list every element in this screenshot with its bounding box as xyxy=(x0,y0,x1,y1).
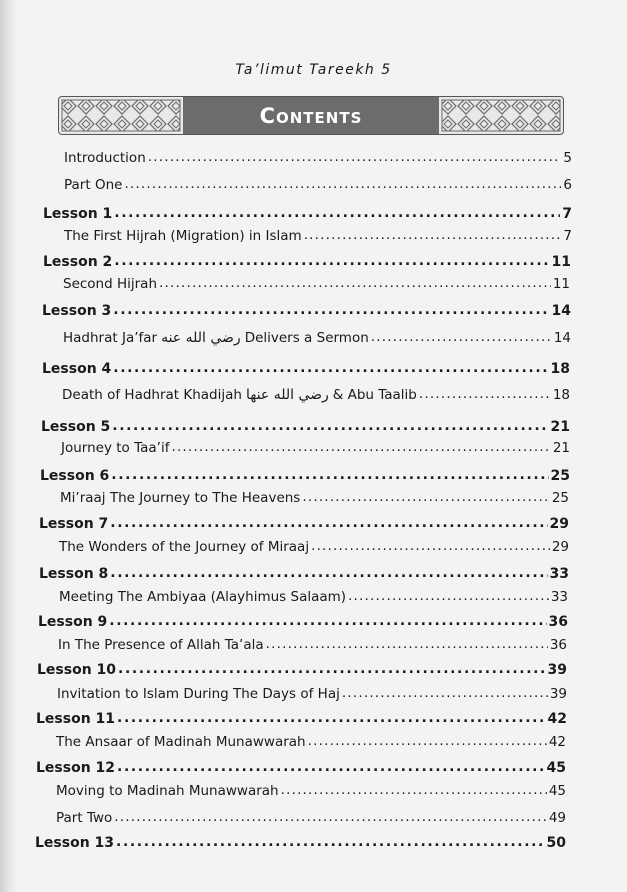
toc-page-number: 7 xyxy=(563,228,572,244)
toc-lesson-row xyxy=(38,614,568,630)
toc-page-number: 18 xyxy=(552,387,570,403)
toc-label: The First Hijrah (Migration) in Islam xyxy=(64,228,302,244)
toc-page-number: 21 xyxy=(550,419,570,435)
toc-label: Journey to Taa’if xyxy=(61,440,170,456)
dot-leader xyxy=(113,360,548,376)
toc-page-number: 11 xyxy=(552,276,570,292)
toc-page-number: 49 xyxy=(548,810,566,826)
toc-page-number: 6 xyxy=(563,177,572,193)
toc-label: The Ansaar of Madinah Munawwarah xyxy=(56,734,306,750)
toc-page-number: 42 xyxy=(548,734,566,750)
toc-entry-row xyxy=(64,228,572,244)
toc-lesson-row xyxy=(39,566,569,582)
toc-label: Lesson 10 xyxy=(37,662,117,678)
toc-label: Hadhrat Ja’far xyxy=(63,330,158,346)
toc-page-number: 39 xyxy=(547,662,567,678)
toc-entry-row xyxy=(61,440,570,456)
dot-leader xyxy=(114,205,560,221)
toc-label: Meeting The Ambiyaa (Alayhimus Salaam) xyxy=(59,589,347,605)
dot-leader xyxy=(124,176,561,192)
dot-leader xyxy=(308,733,547,749)
dot-leader xyxy=(281,782,547,798)
dot-leader xyxy=(159,275,551,291)
toc-label: Invitation to Islam During The Days of Haj xyxy=(57,686,340,702)
toc-page-number: 18 xyxy=(550,361,570,377)
toc-page-number: 14 xyxy=(553,330,571,346)
running-head: Ta’limut Tareekh 5 xyxy=(235,62,392,78)
left-ornament-pattern xyxy=(59,97,183,134)
dot-leader xyxy=(111,467,548,483)
toc-entry-row xyxy=(56,783,566,799)
toc-label-continued: Delivers a Sermon xyxy=(244,330,369,346)
toc-entry-row xyxy=(59,589,568,605)
toc-page-number: 25 xyxy=(550,468,570,484)
toc-label: Part Two xyxy=(56,810,113,826)
dot-leader xyxy=(266,636,548,652)
toc-entry-row xyxy=(62,387,570,403)
toc-lesson-row xyxy=(39,516,569,532)
dot-leader xyxy=(114,253,549,269)
toc-lesson-row xyxy=(35,835,566,851)
toc-page-number: 21 xyxy=(552,440,570,456)
honorific-calligraphy: رضي الله عنه xyxy=(161,330,241,346)
dot-leader xyxy=(371,329,552,345)
toc-label: Lesson 13 xyxy=(35,835,115,851)
toc-page-number: 36 xyxy=(548,614,568,630)
dot-leader xyxy=(304,227,562,243)
toc-label: Lesson 2 xyxy=(43,254,113,270)
toc-label: Lesson 3 xyxy=(42,303,112,319)
toc-entry-row xyxy=(64,177,572,193)
toc-entry-row xyxy=(56,734,566,750)
toc-lesson-row xyxy=(41,419,570,435)
dot-leader xyxy=(311,538,550,554)
toc-lesson-row xyxy=(43,206,572,222)
toc-page-number: 45 xyxy=(548,783,566,799)
dot-leader xyxy=(419,386,551,402)
dot-leader xyxy=(117,710,545,726)
toc-page-number: 50 xyxy=(546,835,566,851)
toc-label: Lesson 5 xyxy=(41,419,111,435)
toc-page-number: 45 xyxy=(546,760,566,776)
toc-label: Lesson 6 xyxy=(40,468,110,484)
toc-page-number: 36 xyxy=(549,637,567,653)
dot-leader xyxy=(171,439,550,455)
toc-page-number: 25 xyxy=(551,490,569,506)
toc-page-number: 33 xyxy=(549,566,569,582)
toc-label: Second Hijrah xyxy=(63,276,158,292)
dot-leader xyxy=(114,809,547,825)
toc-lesson-row xyxy=(42,361,570,377)
toc-label: Mi’raaj The Journey to The Heavens xyxy=(60,490,301,506)
toc-label: Lesson 11 xyxy=(36,711,116,727)
dot-leader xyxy=(117,759,544,775)
page-edge-shadow xyxy=(0,0,18,892)
contents-title: Contents xyxy=(259,103,363,128)
toc-lesson-row xyxy=(42,303,571,319)
toc-page-number: 33 xyxy=(550,589,568,605)
toc-entry-row xyxy=(64,150,572,166)
toc-page-number: 7 xyxy=(562,206,572,222)
toc-label: Introduction xyxy=(64,150,146,166)
toc-entry-row xyxy=(59,539,569,555)
toc-page-number: 29 xyxy=(551,539,569,555)
toc-page-number: 29 xyxy=(549,516,569,532)
dot-leader xyxy=(110,565,547,581)
dot-leader xyxy=(116,834,544,850)
toc-lesson-row xyxy=(36,711,567,727)
toc-lesson-row xyxy=(36,760,566,776)
dot-leader xyxy=(118,661,545,677)
toc-entry-row xyxy=(63,330,571,346)
right-ornament-pattern xyxy=(439,97,563,134)
toc-page-number: 14 xyxy=(551,303,571,319)
toc-label: Lesson 1 xyxy=(43,206,113,222)
toc-page-number: 42 xyxy=(547,711,567,727)
toc-label: Death of Hadhrat Khadijah xyxy=(62,387,242,403)
toc-label: Lesson 7 xyxy=(39,516,109,532)
toc-entry-row xyxy=(56,810,566,826)
toc-entry-row xyxy=(60,490,569,506)
dot-leader xyxy=(148,149,562,165)
toc-label: The Wonders of the Journey of Miraaj xyxy=(59,539,310,555)
dot-leader xyxy=(113,302,549,318)
dot-leader xyxy=(342,685,548,701)
dot-leader xyxy=(109,613,546,629)
dot-leader xyxy=(348,588,549,604)
toc-lesson-row xyxy=(43,254,571,270)
contents-banner xyxy=(58,96,564,135)
toc-label-continued: & Abu Taalib xyxy=(332,387,417,403)
toc-label: Part One xyxy=(64,177,123,193)
toc-label: Lesson 4 xyxy=(42,361,112,377)
toc-label: Lesson 12 xyxy=(36,760,116,776)
honorific-calligraphy: رضي الله عنها xyxy=(245,387,329,403)
toc-page-number: 39 xyxy=(549,686,567,702)
dot-leader xyxy=(110,515,547,531)
toc-label: Lesson 9 xyxy=(38,614,108,630)
toc-entry-row xyxy=(63,276,570,292)
toc-entry-row xyxy=(57,686,567,702)
toc-page-number: 11 xyxy=(551,254,571,270)
toc-lesson-row xyxy=(37,662,567,678)
toc-label: Moving to Madinah Munawwarah xyxy=(56,783,279,799)
dot-leader xyxy=(112,418,548,434)
toc-page-number: 5 xyxy=(563,150,572,166)
toc-lesson-row xyxy=(40,468,570,484)
toc-entry-row xyxy=(58,637,567,653)
toc-label: Lesson 8 xyxy=(39,566,109,582)
contents-title-box xyxy=(183,96,439,135)
dot-leader xyxy=(302,489,549,505)
toc-label: In The Presence of Allah Ta’ala xyxy=(58,637,264,653)
